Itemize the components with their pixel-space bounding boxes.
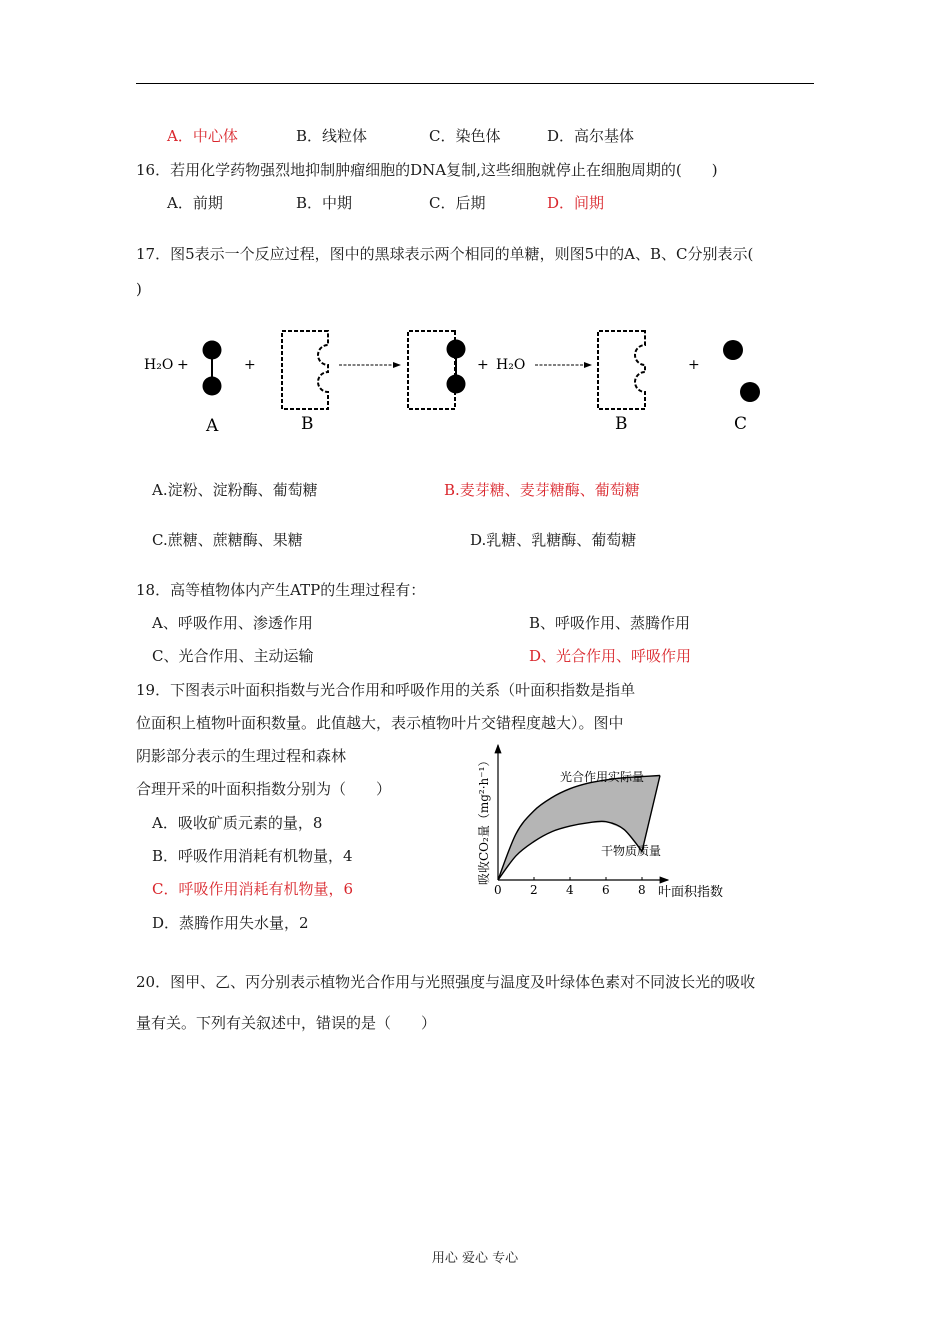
q17-option-a: A.淀粉、淀粉酶、葡萄糖 [152, 481, 318, 499]
label-b: B [615, 414, 628, 434]
x-axis-label: 叶面积指数 [658, 885, 724, 900]
q17-option-c: C.蔗糖、蔗糖酶、果糖 [152, 531, 303, 549]
label-c: C [734, 414, 748, 434]
plus-sign-3: + [477, 357, 489, 373]
water-label-1: H₂O [144, 357, 174, 373]
x-tick-label: 4 [566, 883, 574, 897]
x-tick-label: 6 [602, 883, 610, 897]
q20-stem: 20．图甲、乙、丙分别表示植物光合作用与光照强度与温度及叶绿体色素对不同波长光的吸收 [136, 973, 756, 991]
monosaccharide-ball [447, 375, 466, 394]
monosaccharide-ball [447, 340, 466, 359]
q17-option-b: B.麦芽糖、麦芽糖酶、葡萄糖 [444, 481, 640, 499]
monosaccharide-ball [740, 382, 760, 402]
q19-stem-cont: 阴影部分表示的生理过程和森林 [136, 747, 347, 765]
page-footer: 用心 爱心 专心 [431, 1251, 519, 1266]
x-tick-label: 2 [530, 883, 538, 897]
q18-stem: 18．高等植物体内产生ATP的生理过程有： [136, 581, 426, 599]
q18-option-c: C、光合作用、主动运输 [152, 647, 314, 665]
label-a: A [206, 416, 219, 436]
plus-sign-4: + [688, 357, 700, 373]
plus-sign-2: + [244, 357, 256, 373]
x-tick-label: 8 [638, 883, 646, 897]
enzyme-substrate-complex [408, 331, 455, 409]
q16-option-c: C．后期 [429, 194, 486, 212]
q16-option-b: B．中期 [296, 194, 353, 212]
q19-stem-cont: 合理开采的叶面积指数分别为（ ） [136, 780, 392, 798]
plus-sign-1: + [177, 357, 189, 373]
q19-option-d: D．蒸腾作用失水量，2 [152, 914, 309, 932]
q18-option-d: D、光合作用、呼吸作用 [529, 647, 692, 665]
q17-stem: 17．图5表示一个反应过程，图中的黑球表示两个相同的单糖，则图5中的A、B、C分别表示( [136, 245, 754, 263]
q16-option-d: D．间期 [547, 194, 605, 212]
q19-stem: 19．下图表示叶面积指数与光合作用和呼吸作用的关系（叶面积指数是指单 [136, 681, 636, 699]
q16-option-a: A．前期 [167, 194, 223, 212]
reaction-diagram [0, 0, 950, 450]
monosaccharide-ball [723, 340, 743, 360]
x-tick-label: 0 [494, 883, 502, 897]
label-b: B [301, 414, 314, 434]
enzyme-shape [598, 331, 645, 409]
q19-option-c: C．呼吸作用消耗有机物量，6 [152, 880, 354, 898]
q15-option-a: A．中心体 [167, 127, 238, 145]
q15-option-d: D．高尔基体 [547, 127, 635, 145]
q17-stem-cont: ) [136, 280, 142, 298]
q16-stem: 16．若用化学药物强烈地抑制肿瘤细胞的DNA复制,这些细胞就停止在细胞周期的( ) [136, 161, 718, 179]
legend-actual-photosynthesis: 光合作用实际量 [560, 770, 645, 784]
legend-dry-matter: 干物质质量 [601, 844, 662, 858]
leaf-area-chart [460, 735, 760, 905]
monosaccharide-ball [203, 341, 222, 360]
q18-option-b: B、呼吸作用、蒸腾作用 [529, 614, 691, 632]
q17-option-d: D.乳糖、乳糖酶、葡萄糖 [470, 531, 637, 549]
q19-stem-cont: 位面积上植物叶面积数量。此值越大，表示植物叶片交错程度越大）。图中 [136, 714, 624, 732]
shaded-region [498, 776, 660, 881]
q15-option-b: B．线粒体 [296, 127, 368, 145]
y-axis-label: 吸收CO₂量（mg²·h⁻¹） [477, 754, 491, 885]
q19-option-b: B．呼吸作用消耗有机物量，4 [152, 847, 353, 865]
q18-option-a: A、呼吸作用、渗透作用 [152, 614, 313, 632]
q15-option-c: C．染色体 [429, 127, 501, 145]
q20-stem-cont: 量有关。下列有关叙述中，错误的是（ ） [136, 1014, 437, 1032]
water-label-2: H₂O [496, 357, 526, 373]
monosaccharide-ball [203, 377, 222, 396]
q19-option-a: A．吸收矿质元素的量，8 [152, 814, 323, 832]
enzyme-shape [282, 331, 328, 409]
